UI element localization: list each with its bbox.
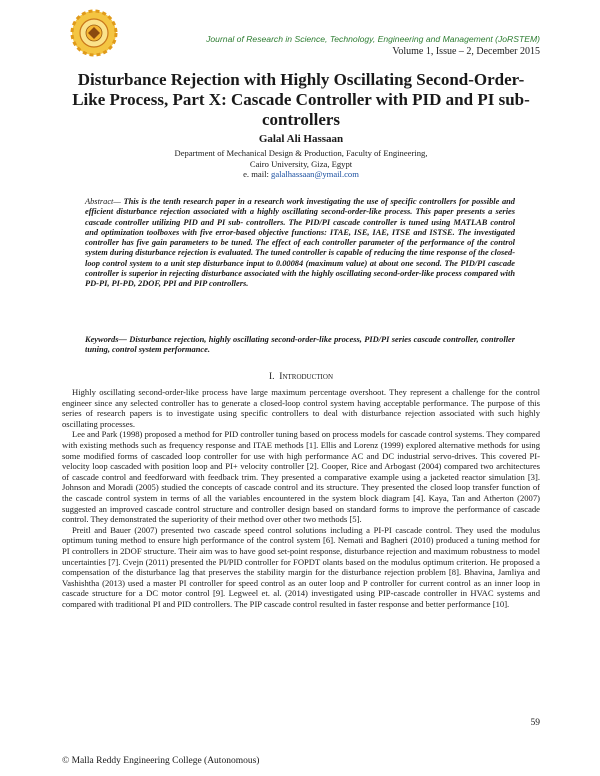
section-title: Introduction [279,372,333,382]
section-heading [62,372,540,382]
author-name: Galal Ali Hassaan [258,133,344,145]
abstract-text: This is the tenth research paper in a research work investigating the use of specific controllers for possible and efficient disturbance rejection associated with a highly oscillating second-order-like process. This paper presents a series cascade controller utilizing PID and PI sub- controllers. The PID/PI cascade controller is tuned using MATLAB control and optimization toolboxes with five error-based objective functions: ITAE, ISE, IAE, ITSE and ISTSE. The investigated controller has five gain parameters to be tuned. The effect of each controller parameter of the performance of the control system during disturbance rejection is evaluated. The tuned controller is capable of reducing the time response of the closed-loop control system to a unit step disturbance input to 0.00084 (maximum value) at about one second. The PID/PI cascade controller is superior in rejecting disturbance associated with the highly oscillating second-order-like process compared with PD-PI, PI-PD, 2DOF, PPI and PIP controllers. [85,197,515,289]
keywords [85,335,515,356]
page-number: 59 [530,718,540,728]
footer-copyright: © Malla Reddy Engineering College (Autonomous) [62,756,260,766]
affiliation-department: Department of Mechanical Design & Production, Faculty of Engineering, [174,148,428,158]
keywords-label: Keywords— [85,335,130,344]
paragraph: Highly oscillating second-order-like process have large maximum percentage overshoot. They represent a challenge for the control engineer since any selected controller has to generate a closed-loop control system having acceptable performance. The purpose of this series of research papers is to investigate using specific controllers to deal with disturbance rejection associated with such highly oscillating processes. [62,387,540,429]
paper-title: Disturbance Rejection with Highly Oscillating Second-Order-Like Process, Part X: Cascade Controller with PID and PI sub-controllers [72,70,530,129]
abstract [85,197,515,290]
abstract-label: Abstract— [85,197,124,206]
paragraph: Lee and Park (1998) proposed a method for PID controller tuning based on process models for cascade control systems. They compared with existing methods such as frequency response and ITAE methods [1]. Ellis and Lorenz (1999) explored alternative methods for using some modified forms of cascaded loop controller for use with high performance AC and DC industrial servo-drives. This covered PI-velocity loop cascaded with position loop and PI+ velocity controller [2]. Cooper, Rice and Arbogast (2004) compared two architectures of cascade control and feedforward with feedback trim. They presented a comparative example using a jacketed reactor simulation [3]. Johnson and Moradi (2005) studied the concepts of cascade control and its structure. They presented the closed loop transfer function of the cascade control system in terms of all the variables encountered in the system block diagram [4]. Kaya, Tan and Atherton (2007) suggested an improved cascade control structure and controller design based on standard forms to improve the performance of cascade control. They demonstrated the superiority of their method over other two methods [5]. [62,429,540,525]
volume-issue: Volume 1, Issue – 2, December 2015 [392,46,540,57]
journal-name: Journal of Research in Science, Technology, Engineering and Management (JoRSTEM) [206,34,540,44]
journal-emblem-icon [62,8,126,58]
affiliation-email-line [62,169,540,180]
paragraph: Preitl and Bauer (2007) presented two cascade speed control solutions including a PI-PI cascade control. They used the modulus optimum tuning method to ensure high performance of the control system [6]. Nemati and Bagheri (2010) produced a tuning method for PI controllers in 2DOF structure. Their aim was to have good set-point response, disturbance rejection and maximum robustness to model uncertainties [7]. Cvejn (2011) presented the PI/PID controller for FOPDT olants based on the modulus optimum criterion. He proposed a compensation of the disturbance lag that preserves the stability margin for the disturbance rejection problem [8]. Bhavina, Jamliya and Vashishtha (2013) used a master PI controller for speed control as an outer loop and P controller for current control as an inner loop in cascade structure for a DC motor control [9]. Legweel et. al. (2014) investigated using PIP-cascade controller in HVAC systems and compared with traditional PI and PID controllers. The PIP cascade control resulted in faster response and better performance [10]. [62,524,540,609]
affiliation [62,148,540,180]
introduction-body [62,387,540,609]
email-link[interactable]: galalhassaan@ymail.com [271,169,359,179]
logo-petals [72,11,116,55]
section-number: I. [268,372,275,382]
keywords-text: Disturbance rejection, highly oscillating second-order-like process, PID/PI series cascade controller, controller tuning, control system performance. [85,335,515,355]
affiliation-location: Cairo University, Giza, Egypt [249,158,353,169]
email-label: e. mail: [243,169,272,179]
